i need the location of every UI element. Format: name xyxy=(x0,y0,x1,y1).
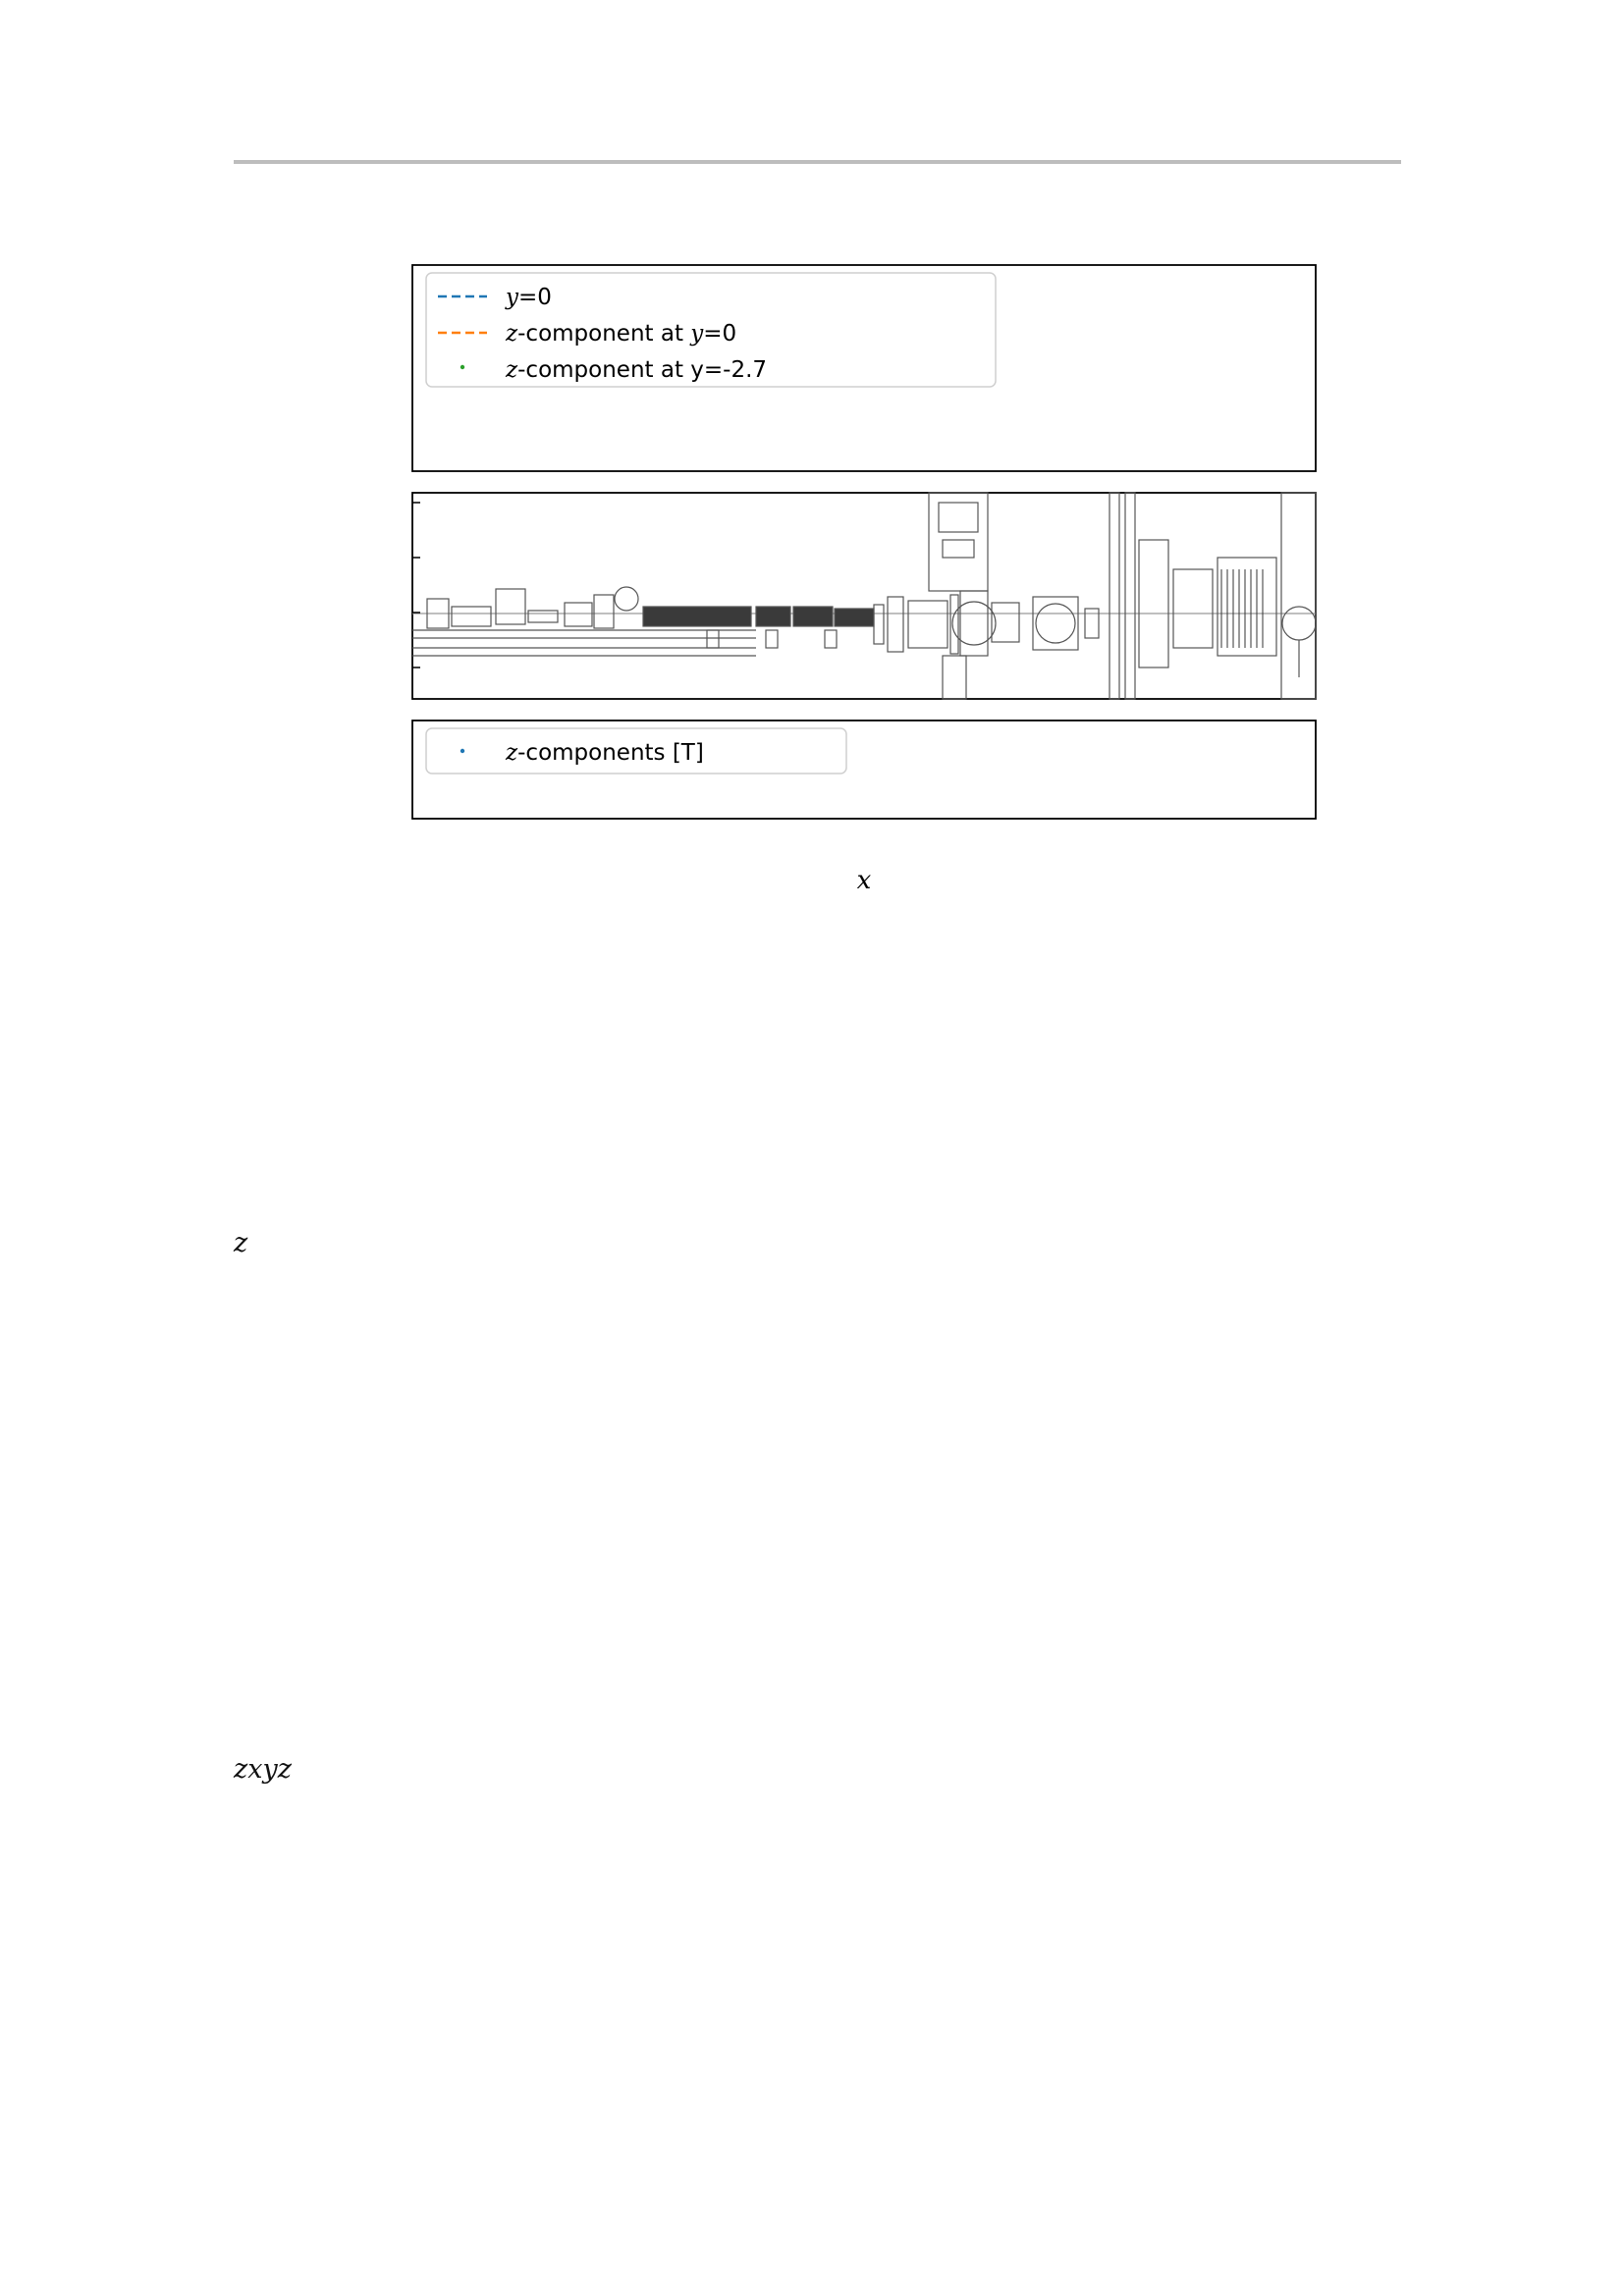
top-panel xyxy=(295,245,1316,471)
bottom-legend xyxy=(426,728,846,774)
paragraph-1: z xyxy=(234,1228,248,1258)
figure-caption xyxy=(234,935,1401,966)
paragraph-2: zxyz xyxy=(234,1754,292,1785)
header-rule xyxy=(234,160,1401,164)
legend-residuals: z-components [T] xyxy=(506,740,704,766)
top-legend xyxy=(426,273,996,387)
residuals-panel xyxy=(412,721,1316,895)
legend-z-data: z-component at y=-2.7 xyxy=(506,357,768,383)
bottom-xlabel: x xyxy=(856,866,872,895)
legend-abs-sim: y=0 xyxy=(506,285,552,310)
section-heading xyxy=(234,1138,320,1173)
legend-z-sim: z-component at y=0 xyxy=(506,321,737,347)
figure-3-6 xyxy=(295,245,1335,903)
hardware-diagram-panel xyxy=(412,493,1316,699)
